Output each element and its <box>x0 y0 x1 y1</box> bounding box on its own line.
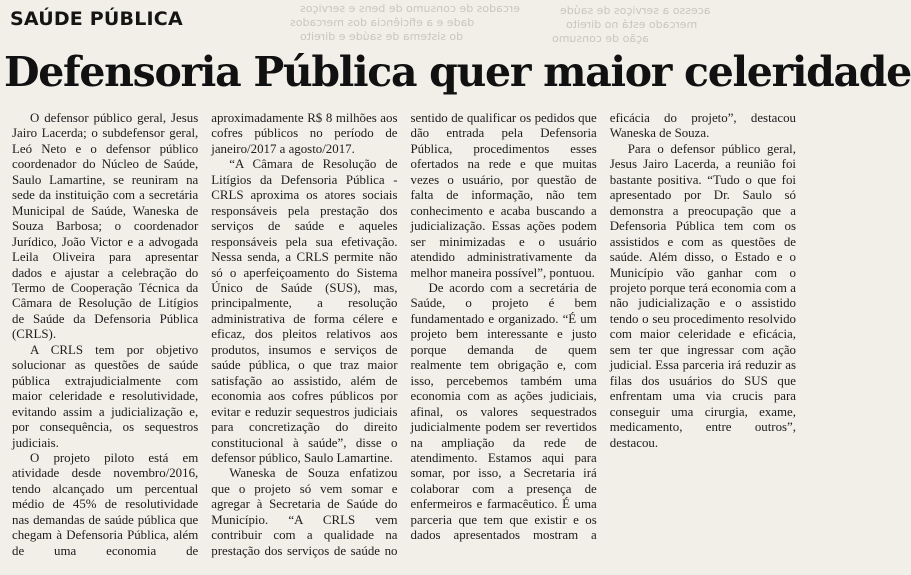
article-body <box>12 111 796 573</box>
paragraph: Waneska de Souza enfatizou que o projeto só vem somar e agregar à Secretaria de Saúde do Município. “A CRLS vem contribuir com a qualidade na prestação dos serviços de saúde no sentido de qualificar os pedidos que dão entrada pela Defensoria Pública, procedimentos esses ofertados na rede e que muitas vezes o usuário, por questão de falta de informação, não tem conhecimento e acaba buscando a judicialização. Essas ações podem ser minimizadas e o usuário atendido administrativamente da melhor maneira possível”, pontuou. <box>211 111 597 558</box>
paragraph: De acordo com a secretária de Saúde, o projeto é bem fundamentado e organizado. “É um projeto bem interessante e justo porque demanda de quem realmente tem obrigação e, com isso, percebemos também uma economia com as ações judiciais, afinal, os valores sequestrados judicialmente podem ser revertidos na ampliação da rede de atendimento. Estamos aqui para somar, por isso, a Secretaria irá colaborar com a presença de enfermeiros e farmacêutico. É uma parceria que tem que existir e os dados apresentados mostram a eficácia do projeto”, destacou Waneska de Souza. <box>410 111 796 543</box>
headline: Defensoria Pública quer maior celeridade <box>4 48 911 96</box>
paragraph: O projeto piloto está em atividade desde novembro/2016, tendo alcançado um percentual médio de 45% de resolutividade nas demandas de saúde pública que chegam à Defensoria Pública, além de uma economia de aproximadamente R$ 8 milhões aos cofres públicos no período de janeiro/2017 a agosto/2017. <box>12 111 398 558</box>
paragraph: Para o defensor público geral, Jesus Jairo Lacerda, a reunião foi bastante positiva. “Tudo o que foi apresentado por Dr. Saulo só demonstra a preocupação que a Defensoria Pública tem com os assistidos e com as questões de saúde. Além disso, o Estado e o Município vão ganhar com o projeto porque terá economia com a não judicialização e o assistido tendo o seu procedimento resolvido com maior celeridade e eficácia, sem ter que ingressar com ação judicial. Essa parceria irá reduzir as filas dos usuários do SUS que enfrentam uma via crucis para conseguir uma cirurgia, exame, medicamento, entre outros”, destacou. <box>609 141 796 450</box>
paragraph: O defensor público geral, Jesus Jairo Lacerda; o subdefensor geral, Leó Neto e o defensor público coordenador do Núcleo de Saúde, Saulo Lamartine, se reuniram na sede da instituição com a secretária Municipal de Saúde, Waneska de Souza Barbosa; o coordenador Jurídico, João Victor e a advogada Leila Oliveira para apresentar dados e ajustar a celebração do Termo de Cooperação Técnica da Câmara de Resolução de Litígios de Saúde da Defensoria Pública (CRLS). <box>12 111 199 342</box>
bleed-through-text: ercados de consumo de bens e serviços dade e a eficiência dos mercados do sistema de saúde e direito acesso a serviços de saúde mercado está no direito ação de consumo <box>290 2 711 45</box>
paragraph: “A Câmara de Resolução de Litígios da Defensoria Pública - CRLS aproxima os atores sociais responsáveis pela prestação dos serviços de saúde e aqueles responsáveis pela sua efetivação. Nessa senda, a CRLS permite não só o aperfeiçoamento do Sistema Único de Saúde (SUS), mas, principalmente, a resolução administrativa de forma célere e eficaz, dos pleitos relativos aos produtos, insumos e serviços de saúde pública, o que traz maior satisfação ao assistido, além de economia aos cofres públicos por evitar e reduzir sequestros judiciais para concretização do direito constitucional à saúde”, disse o defensor público, Saulo Lamartine. <box>211 157 398 465</box>
section-label: SAÚDE PÚBLICA <box>10 8 183 30</box>
paragraph: A CRLS tem por objetivo solucionar as questões de saúde pública extrajudicialmente com maior celeridade e resolutividade, evitando assim a judicialização e, por consequência, os sequestros judiciais. <box>12 342 199 450</box>
